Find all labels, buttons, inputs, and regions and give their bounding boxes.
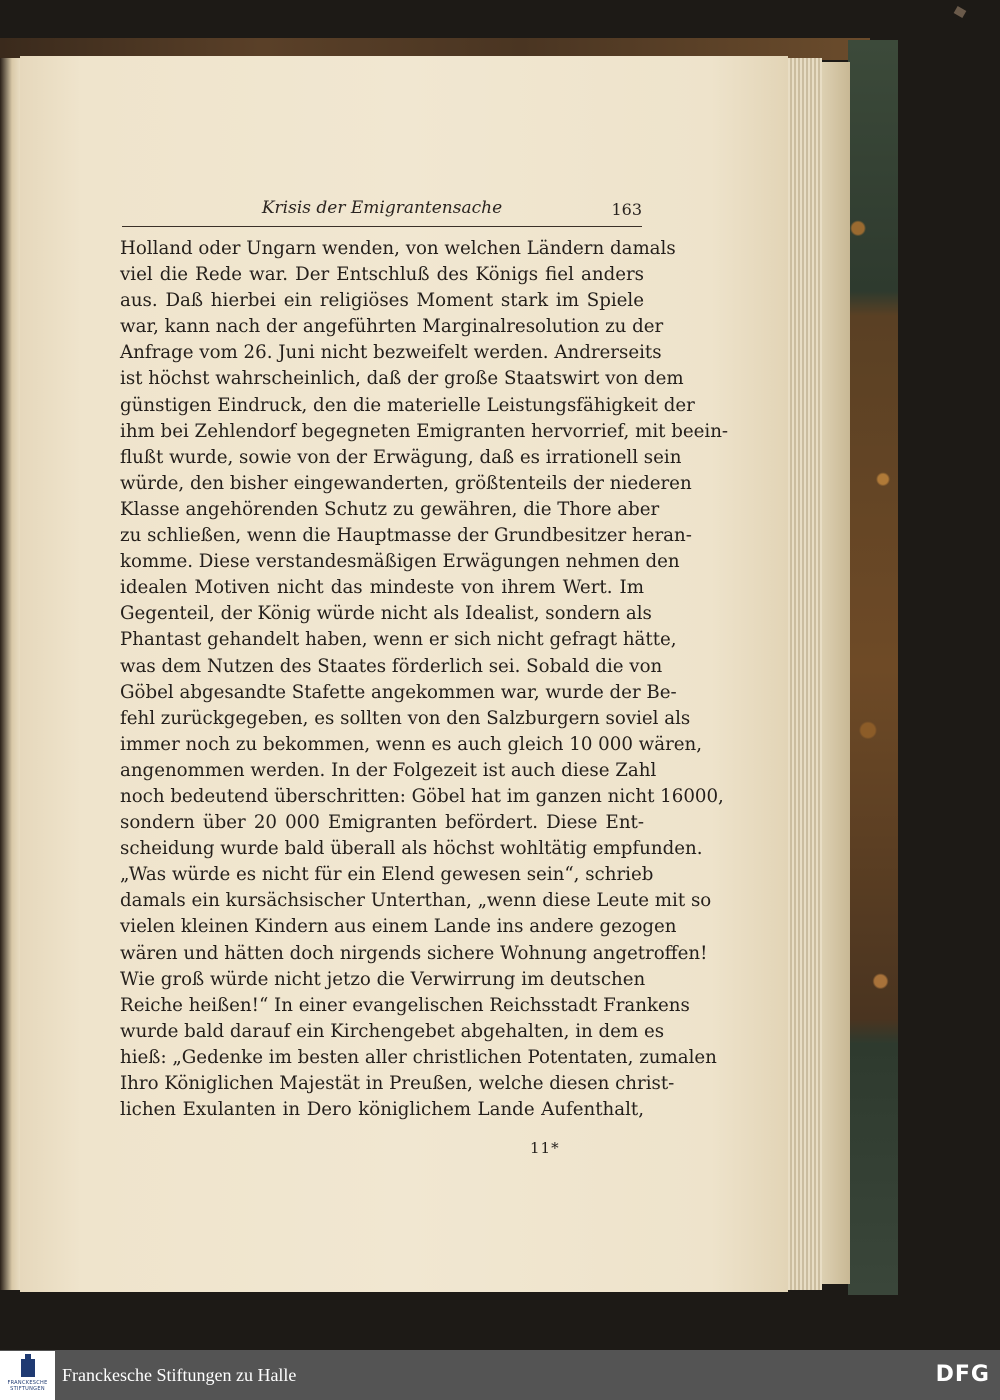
marbled-cover-board	[848, 40, 898, 1295]
logo-text	[7, 1380, 47, 1392]
franckesche-logo	[0, 1351, 55, 1400]
text-line: Anfrage vom 26. Juni nicht bezweifelt werden. Andrerseits	[120, 342, 662, 364]
text-line: was dem Nutzen des Staates förderlich sei. Sobald die von	[120, 655, 663, 677]
text-line: würde, den bisher eingewanderten, größtenteils der niederen	[120, 472, 692, 494]
text-line: Gegenteil, der König würde nicht als Idealist, sondern als	[120, 603, 652, 625]
logo-text-line2: STIFTUNGEN	[10, 1386, 45, 1392]
text-line: viel die Rede war. Der Entschluß des Königs fiel anders	[120, 264, 644, 286]
text-line: „Was würde es nicht für ein Elend gewesen sein“, schrieb	[120, 864, 654, 886]
text-line: Klasse angehörenden Schutz zu gewähren, die Thore aber	[120, 498, 660, 520]
text-line: war, kann nach der angeführten Marginalresolution zu der	[120, 316, 664, 338]
text-line: wären und hätten doch nirgends sichere Wohnung angetroffen!	[120, 942, 708, 964]
text-line: Ihro Königlichen Majestät in Preußen, welche diesen christ-	[120, 1073, 675, 1094]
corner-mark	[954, 6, 967, 18]
text-line: aus. Daß hierbei ein religiöses Moment stark im Spiele	[120, 290, 644, 312]
text-line: wurde bald darauf ein Kirchengebet abgehalten, in dem es	[120, 1020, 665, 1042]
text-line: vielen kleinen Kindern aus einem Lande ins andere gezogen	[120, 916, 677, 938]
text-line: günstigen Eindruck, den die materielle Leistungsfähigkeit der	[120, 394, 695, 416]
text-line: lichen Exulanten in Dero königlichem Lande Aufenthalt,	[120, 1099, 644, 1121]
text-line: noch bedeutend überschritten: Göbel hat im ganzen nicht 16000,	[120, 785, 724, 807]
dfg-logo: DFG	[935, 1362, 990, 1387]
text-line: fehl zurückgegeben, es sollten von den Salzburgern soviel als	[120, 707, 691, 729]
text-line: flußt wurde, sowie von der Erwägung, daß es irrationell sein	[120, 446, 682, 468]
text-line: Holland oder Ungarn wenden, von welchen Ländern damals	[120, 238, 676, 259]
text-line: scheidung wurde bald überall als höchst wohltätig empfunden.	[120, 838, 703, 860]
text-line: sondern über 20 000 Emigranten befördert. Diese Ent-	[120, 812, 644, 834]
fore-edge-page-stack	[786, 58, 822, 1290]
text-line: angenommen werden. In der Folgezeit ist auch diese Zahl	[120, 759, 657, 781]
text-line: immer noch zu bekommen, wenn es auch gleich 10 000 wären,	[120, 733, 703, 755]
text-line: ihm bei Zehlendorf begegneten Emigranten hervorrief, mit beein-	[120, 420, 729, 442]
text-line: ist höchst wahrscheinlich, daß der große Staatswirt von dem	[120, 368, 684, 390]
text-line: idealen Motiven nicht das mindeste von ihrem Wert. Im	[120, 577, 644, 599]
body-text	[120, 236, 729, 1123]
text-line: zu schließen, wenn die Hauptmasse der Grundbesitzer heran-	[120, 525, 692, 547]
logo-text-line1: FRANCKESCHE	[7, 1380, 48, 1386]
text-line: komme. Diese verstandesmäßigen Erwägungen nehmen den	[120, 551, 680, 573]
text-line: Göbel abgesandte Stafette angekommen war, wurde der Be-	[120, 681, 677, 703]
text-line: hieß: „Gedenke im besten aller christlichen Potentaten, zumalen	[120, 1046, 717, 1068]
signature-mark: 11*	[530, 1139, 560, 1157]
text-line: Phantast gehandelt haben, wenn er sich nicht gefragt hätte,	[120, 629, 677, 651]
left-page-edge	[0, 58, 20, 1290]
text-line: damals ein kursächsischer Unterthan, „wenn diese Leute mit so	[120, 890, 712, 912]
page-header	[122, 196, 642, 227]
building-icon	[21, 1359, 35, 1377]
page-number: 163	[611, 200, 642, 219]
text-line: Wie groß würde nicht jetzo die Verwirrung im deutschen	[120, 968, 646, 990]
fore-edge-pages	[822, 62, 850, 1284]
text-line: Reiche heißen!“ In einer evangelischen Reichsstadt Frankens	[120, 994, 690, 1016]
institution-name: Franckesche Stiftungen zu Halle	[62, 1365, 297, 1385]
running-title: Krisis der Emigrantensache	[261, 198, 503, 218]
